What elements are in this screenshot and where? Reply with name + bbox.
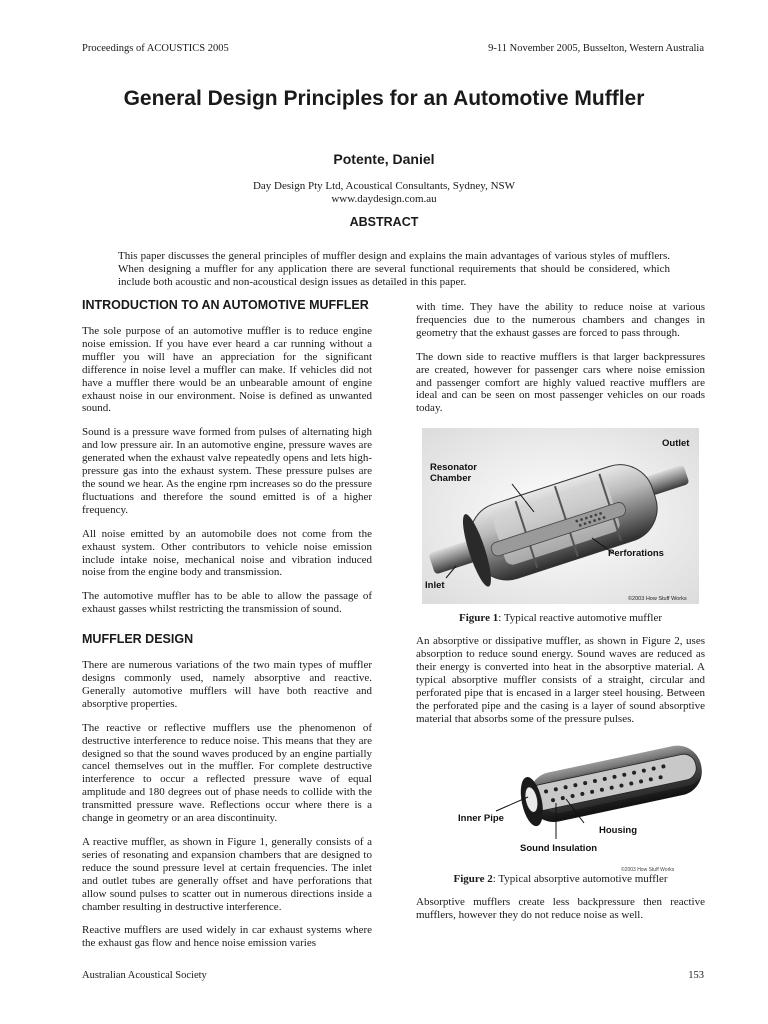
paragraph: The down side to reactive mufflers is that larger backpressures are created, however for passenger cars where noise emission and passenger comfort are highly valued reactive mufflers are ideal and can be seen on most passenger vehicles on our roads today. xyxy=(416,350,705,415)
figure-credit: ©2003 How Stuff Works xyxy=(628,596,687,603)
paragraph: An absorptive or dissipative muffler, as shown in Figure 2, uses absorption to reduce sound energy. Sound waves are reduced as their energy is converted into heat in the absorptive material. A typical absorptive muffler consists of a straight, circular and perforated pipe that is encased in a larger steel housing. Between the perforated pipe and the casing is a layer of sound absorptive material that absorbs some of the pressure pulses. xyxy=(416,635,705,725)
caption-label: Figure 2 xyxy=(453,872,493,885)
figure-2-caption xyxy=(416,873,705,886)
running-header-left: Proceedings of ACOUSTICS 2005 xyxy=(82,43,229,54)
caption-text: : Typical reactive automotive muffler xyxy=(498,612,662,625)
abstract-text: This paper discusses the general principles of muffler design and explains the main advantages of various styles of mufflers. When designing a muffler for any application there are several functional requirements that should be considered, which include both acoustic and non-acoustical design issues as detailed in this paper. xyxy=(118,250,670,288)
paragraph: All noise emitted by an automobile does not come from the exhaust system. Other contributors to vehicle noise emission include intake noise, mechanical noise and vibration induced noise from the engine body and transmission. xyxy=(82,527,372,579)
right-column xyxy=(416,301,705,932)
affiliation-line: Day Design Pty Ltd, Acoustical Consultants, Sydney, NSW xyxy=(252,180,516,192)
section-heading-muffler-design: MUFFLER DESIGN xyxy=(82,632,194,647)
page-number: 153 xyxy=(688,970,704,981)
absorptive-muffler-illustration xyxy=(416,737,705,873)
paragraph: The sole purpose of an automotive muffler is to reduce engine noise emission. If you have ever heard a car running without a muffler you will have an appreciation for the significant difference in noise level a muffler can make. If vehicles did not have a muffler there would be an unbearable amount of engine exhaust noise in our environment. Noise is defined as unwanted sound. xyxy=(82,325,372,415)
section-heading-introduction: INTRODUCTION TO AN AUTOMOTIVE MUFFLER xyxy=(82,298,369,312)
footer-society: Australian Acoustical Society xyxy=(82,970,207,981)
caption-text: : Typical absorptive automotive muffler xyxy=(492,872,668,885)
label-outlet: Outlet xyxy=(662,438,690,450)
paragraph: The automotive muffler has to be able to allow the passage of exhaust gasses whilst restricting the transmission of sound. xyxy=(82,590,372,616)
label-inner-pipe: Inner Pipe xyxy=(458,812,504,824)
figure-credit: ©2003 How Stuff Works xyxy=(621,866,675,873)
label-inlet: Inlet xyxy=(425,580,445,592)
label-chamber: Chamber xyxy=(430,473,472,485)
reactive-muffler-illustration xyxy=(416,426,705,606)
affiliation-url: www.daydesign.com.au xyxy=(331,192,437,205)
paragraph: A reactive muffler, as shown in Figure 1, generally consists of a series of resonating and expansion chambers that are designed to reduce the sound pressure level at certain frequencies. The inlet and outlet tubes are generally offset and have perforations that allow sound pulses to scatter out in numerous directions inside a chamber resulting in destructive interference. xyxy=(82,836,372,913)
author-name: Potente, Daniel xyxy=(333,151,435,167)
paragraph: The reactive or reflective mufflers use the phenomenon of destructive interference to reduce noise. This means that they are designed so that the sound waves produced by an engine partially cancel themselves out in the muffler. For complete destructive interference to occur a reflected pressure wave of equal amplitude and 180 degrees out of phase needs to collide with the transmitted pressure wave. Reflections occur where there is a change in geometry or an area discontinuity. xyxy=(82,721,372,825)
caption-label: Figure 1 xyxy=(459,612,499,625)
running-header-right: 9-11 November 2005, Busselton, Western Australia xyxy=(488,43,704,54)
label-perforations: Perforations xyxy=(608,548,664,560)
label-resonator: Resonator xyxy=(430,462,477,474)
abstract-heading: ABSTRACT xyxy=(349,215,419,229)
paragraph: Sound is a pressure wave formed from pulses of alternating high and low pressure air. In an automotive engine, pressure waves are generated when the exhaust valve repeatedly opens and lets high-pressure gas into the exhaust system. These pressure pulses are the sound we hear. As the engine rpm increases so do the pressure fluctuations and therefore the sound emitted is of a higher frequency. xyxy=(82,426,372,516)
figure-reactive-muffler xyxy=(416,426,705,612)
paper-title: General Design Principles for an Automotive Muffler xyxy=(123,87,645,110)
left-column xyxy=(82,298,372,961)
paragraph: Reactive mufflers are used widely in car exhaust systems where the exhaust gas flow and hence noise emission varies xyxy=(82,924,372,950)
label-sound-insulation: Sound Insulation xyxy=(520,842,598,854)
paragraph: Absorptive mufflers create less backpressure then reactive mufflers, however they do not reduce noise as well. xyxy=(416,895,705,921)
figure-1-caption xyxy=(416,612,705,625)
figure-absorptive-muffler xyxy=(416,737,705,873)
label-housing: Housing xyxy=(599,824,637,836)
paragraph: with time. They have the ability to reduce noise at various frequencies due to the numerous chambers and changes in geometry that the exhaust gasses are forced to pass through. xyxy=(416,301,705,339)
affiliation xyxy=(0,180,768,205)
paragraph: There are numerous variations of the two main types of muffler designs commonly used, namely absorptive and reactive. Generally automotive mufflers will have both reactive and absorptive properties. xyxy=(82,659,372,710)
